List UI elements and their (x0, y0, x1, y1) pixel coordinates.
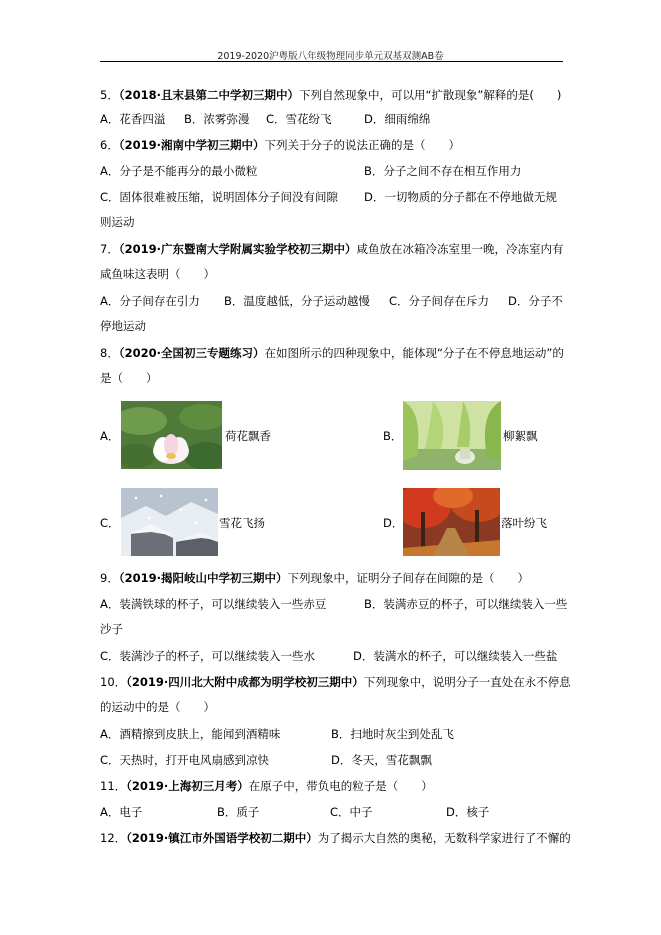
question-number: 12． (100, 831, 127, 845)
question-12 (100, 831, 571, 846)
question-stem: 下列关于分子的说法正确的是（ ） (264, 138, 460, 152)
option-b: B．装满赤豆的杯子，可以继续装入一些 (364, 597, 568, 611)
option-b: B．浓雾弥漫 (184, 112, 250, 126)
question-source: （2019·四川北大附中成都为明学校初三期中） (126, 675, 364, 689)
question-number: 8． (100, 346, 119, 360)
question-stem: 下列自然现象中，可以用“扩散现象”解释的是( ) (298, 88, 562, 102)
question-source: （2019·湘南中学初三期中） (118, 138, 265, 152)
option-a-letter: A． (100, 429, 120, 443)
question-stem: 咸鱼放在冰箱冷冻室里一晚，冷冻室内有 (356, 242, 564, 256)
option-a: A．装满铁球的杯子，可以继续装入一些赤豆 (100, 597, 327, 611)
option-c: C．雪花纷飞 (266, 112, 332, 126)
question-source: （2019·镇江市外国语学校初二期中） (126, 831, 318, 845)
option-b: B．分子之间不存在相互作用力 (364, 164, 522, 178)
option-d-continued: 则运动 (100, 215, 135, 229)
option-d-continued: 停地运动 (100, 319, 146, 333)
option-d: D．分子不 (508, 294, 563, 308)
option-c: C．装满沙子的杯子，可以继续装入一些水 (100, 649, 316, 663)
question-number: 6． (100, 138, 119, 152)
question-8 (100, 346, 564, 361)
question-10-continued: 的运动中的是（ ） (100, 700, 215, 714)
question-number: 11． (100, 779, 127, 793)
option-c-label: 雪花飞扬 (219, 516, 265, 530)
option-c: C．中子 (330, 805, 373, 819)
option-b-letter: B． (383, 429, 403, 443)
question-10 (100, 675, 571, 690)
question-source: （2019·广东暨南大学附属实验学校初三期中） (118, 242, 357, 256)
question-source: （2019·揭阳岐山中学初三期中） (118, 571, 288, 585)
question-number: 7． (100, 242, 119, 256)
question-5 (100, 88, 561, 103)
option-d: D．一切物质的分子都在不停地做无规 (364, 190, 557, 204)
option-d-letter: D． (383, 516, 404, 530)
question-stem: 下列现象中，证明分子间存在间隙的是（ ） (287, 571, 529, 585)
question-7 (100, 242, 563, 257)
option-d-label: 落叶纷飞 (501, 516, 547, 530)
option-a: A．花香四溢 (100, 112, 166, 126)
question-source: （2018·且末县第二中学初三期中） (118, 88, 299, 102)
option-d: D．冬天，雪花飘飘 (331, 753, 432, 767)
option-d: D．核子 (446, 805, 490, 819)
option-a: A．分子间存在引力 (100, 294, 200, 308)
option-a-label: 荷花飘香 (225, 429, 271, 443)
option-b-continued: 沙子 (100, 622, 123, 636)
question-number: 10． (100, 675, 127, 689)
question-6 (100, 138, 460, 153)
question-stem: 在原子中，带负电的粒子是（ ） (248, 779, 433, 793)
question-number: 9． (100, 571, 119, 585)
option-c: C．固体很难被压缩，说明固体分子间没有间隙 (100, 190, 339, 204)
question-source: （2019·上海初三月考） (126, 779, 249, 793)
snow-image (121, 488, 218, 556)
option-c: C．分子间存在斥力 (389, 294, 490, 308)
option-c-letter: C． (100, 516, 120, 530)
falling-leaves-image (403, 488, 500, 556)
question-stem: 下列现象中，说明分子一直处在永不停息 (363, 675, 571, 689)
option-b: B．扫地时灰尘到处乱飞 (331, 727, 454, 741)
question-stem: 在如图所示的四种现象中，能体现“分子在不停息地运动”的 (264, 346, 564, 360)
option-b: B．温度越低，分子运动越慢 (224, 294, 370, 308)
question-8-continued: 是（ ） (100, 371, 158, 385)
question-7-continued: 咸鱼味这表明（ ） (100, 267, 215, 281)
header-rule (100, 61, 563, 62)
option-d: D．装满水的杯子，可以继续装入一些盐 (353, 649, 558, 663)
willow-image (403, 401, 501, 470)
option-a: A．分子是不能再分的最小微粒 (100, 164, 258, 178)
option-d: D．细雨绵绵 (364, 112, 431, 126)
option-a: A．电子 (100, 805, 143, 819)
option-b-label: 柳絮飘 (503, 429, 538, 443)
lotus-image (121, 401, 222, 469)
question-11 (100, 779, 433, 794)
option-a: A．酒精擦到皮肤上，能闻到酒精味 (100, 727, 281, 741)
option-c: C．天热时，打开电风扇感到凉快 (100, 753, 270, 767)
question-source: （2020·全国初三专题练习） (118, 346, 265, 360)
page-header: 2019-2020沪粤版八年级物理同步单元双基双测AB卷 (217, 51, 444, 62)
question-9 (100, 571, 529, 586)
question-number: 5． (100, 88, 119, 102)
question-stem: 为了揭示大自然的奥秘，无数科学家进行了不懈的 (317, 831, 571, 845)
option-b: B．质子 (217, 805, 260, 819)
